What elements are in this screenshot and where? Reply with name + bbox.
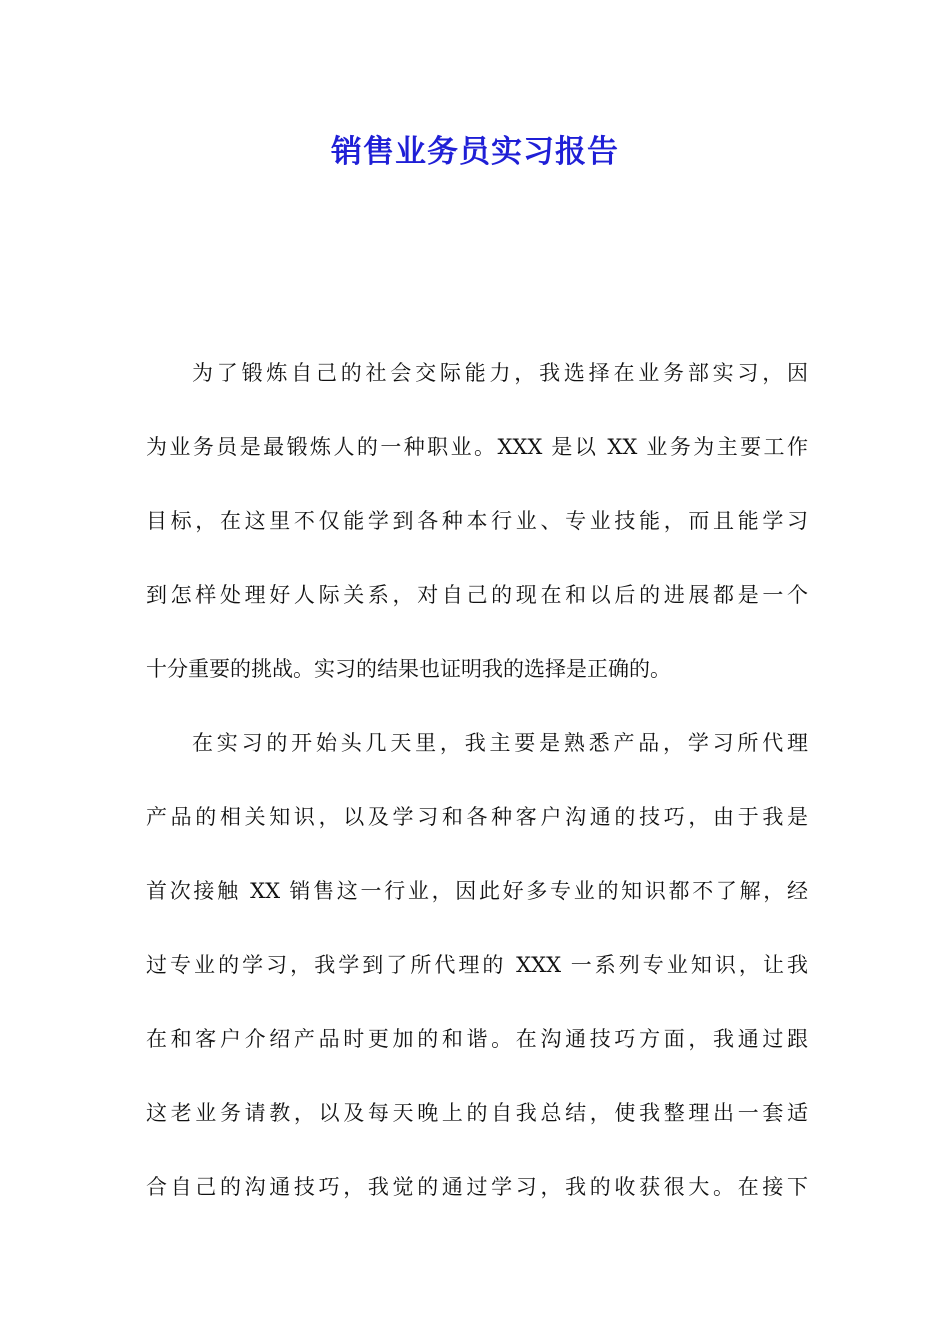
- paragraph-1-line-2: 为业务员是最锻炼人的一种职业。XXX 是以 XX 业务为主要工作: [146, 435, 808, 459]
- document-body: [146, 336, 808, 1224]
- paragraph-2-line-5: 在和客户介绍产品时更加的和谐。在沟通技巧方面，我通过跟: [146, 1027, 808, 1051]
- paragraph-1-line-4: 到怎样处理好人际关系，对自己的现在和以后的进展都是一个: [146, 583, 808, 607]
- paragraph-2-line-4: 过专业的学习，我学到了所代理的 XXX 一系列专业知识，让我: [146, 953, 808, 977]
- paragraph-2-line-1: 在实习的开始头几天里，我主要是熟悉产品，学习所代理: [192, 731, 808, 755]
- paragraph-2-line-6: 这老业务请教，以及每天晚上的自我总结，使我整理出一套适: [146, 1101, 808, 1125]
- paragraph-1-line-1: 为了锻炼自己的社会交际能力，我选择在业务部实习，因: [192, 361, 808, 385]
- paragraph-1-line-5: 十分重要的挑战。实习的结果也证明我的选择是正确的。: [146, 657, 671, 681]
- paragraph-2-line-7: 合自己的沟通技巧，我觉的通过学习，我的收获很大。在接下: [146, 1175, 808, 1199]
- paragraph-2-line-3: 首次接触 XX 销售这一行业，因此好多专业的知识都不了解，经: [146, 879, 808, 903]
- paragraph-1-line-3: 目标，在这里不仅能学到各种本行业、专业技能，而且能学习: [146, 509, 808, 533]
- document-title: 销售业务员实习报告: [331, 134, 619, 170]
- paragraph-2-line-2: 产品的相关知识，以及学习和各种客户沟通的技巧，由于我是: [146, 805, 808, 829]
